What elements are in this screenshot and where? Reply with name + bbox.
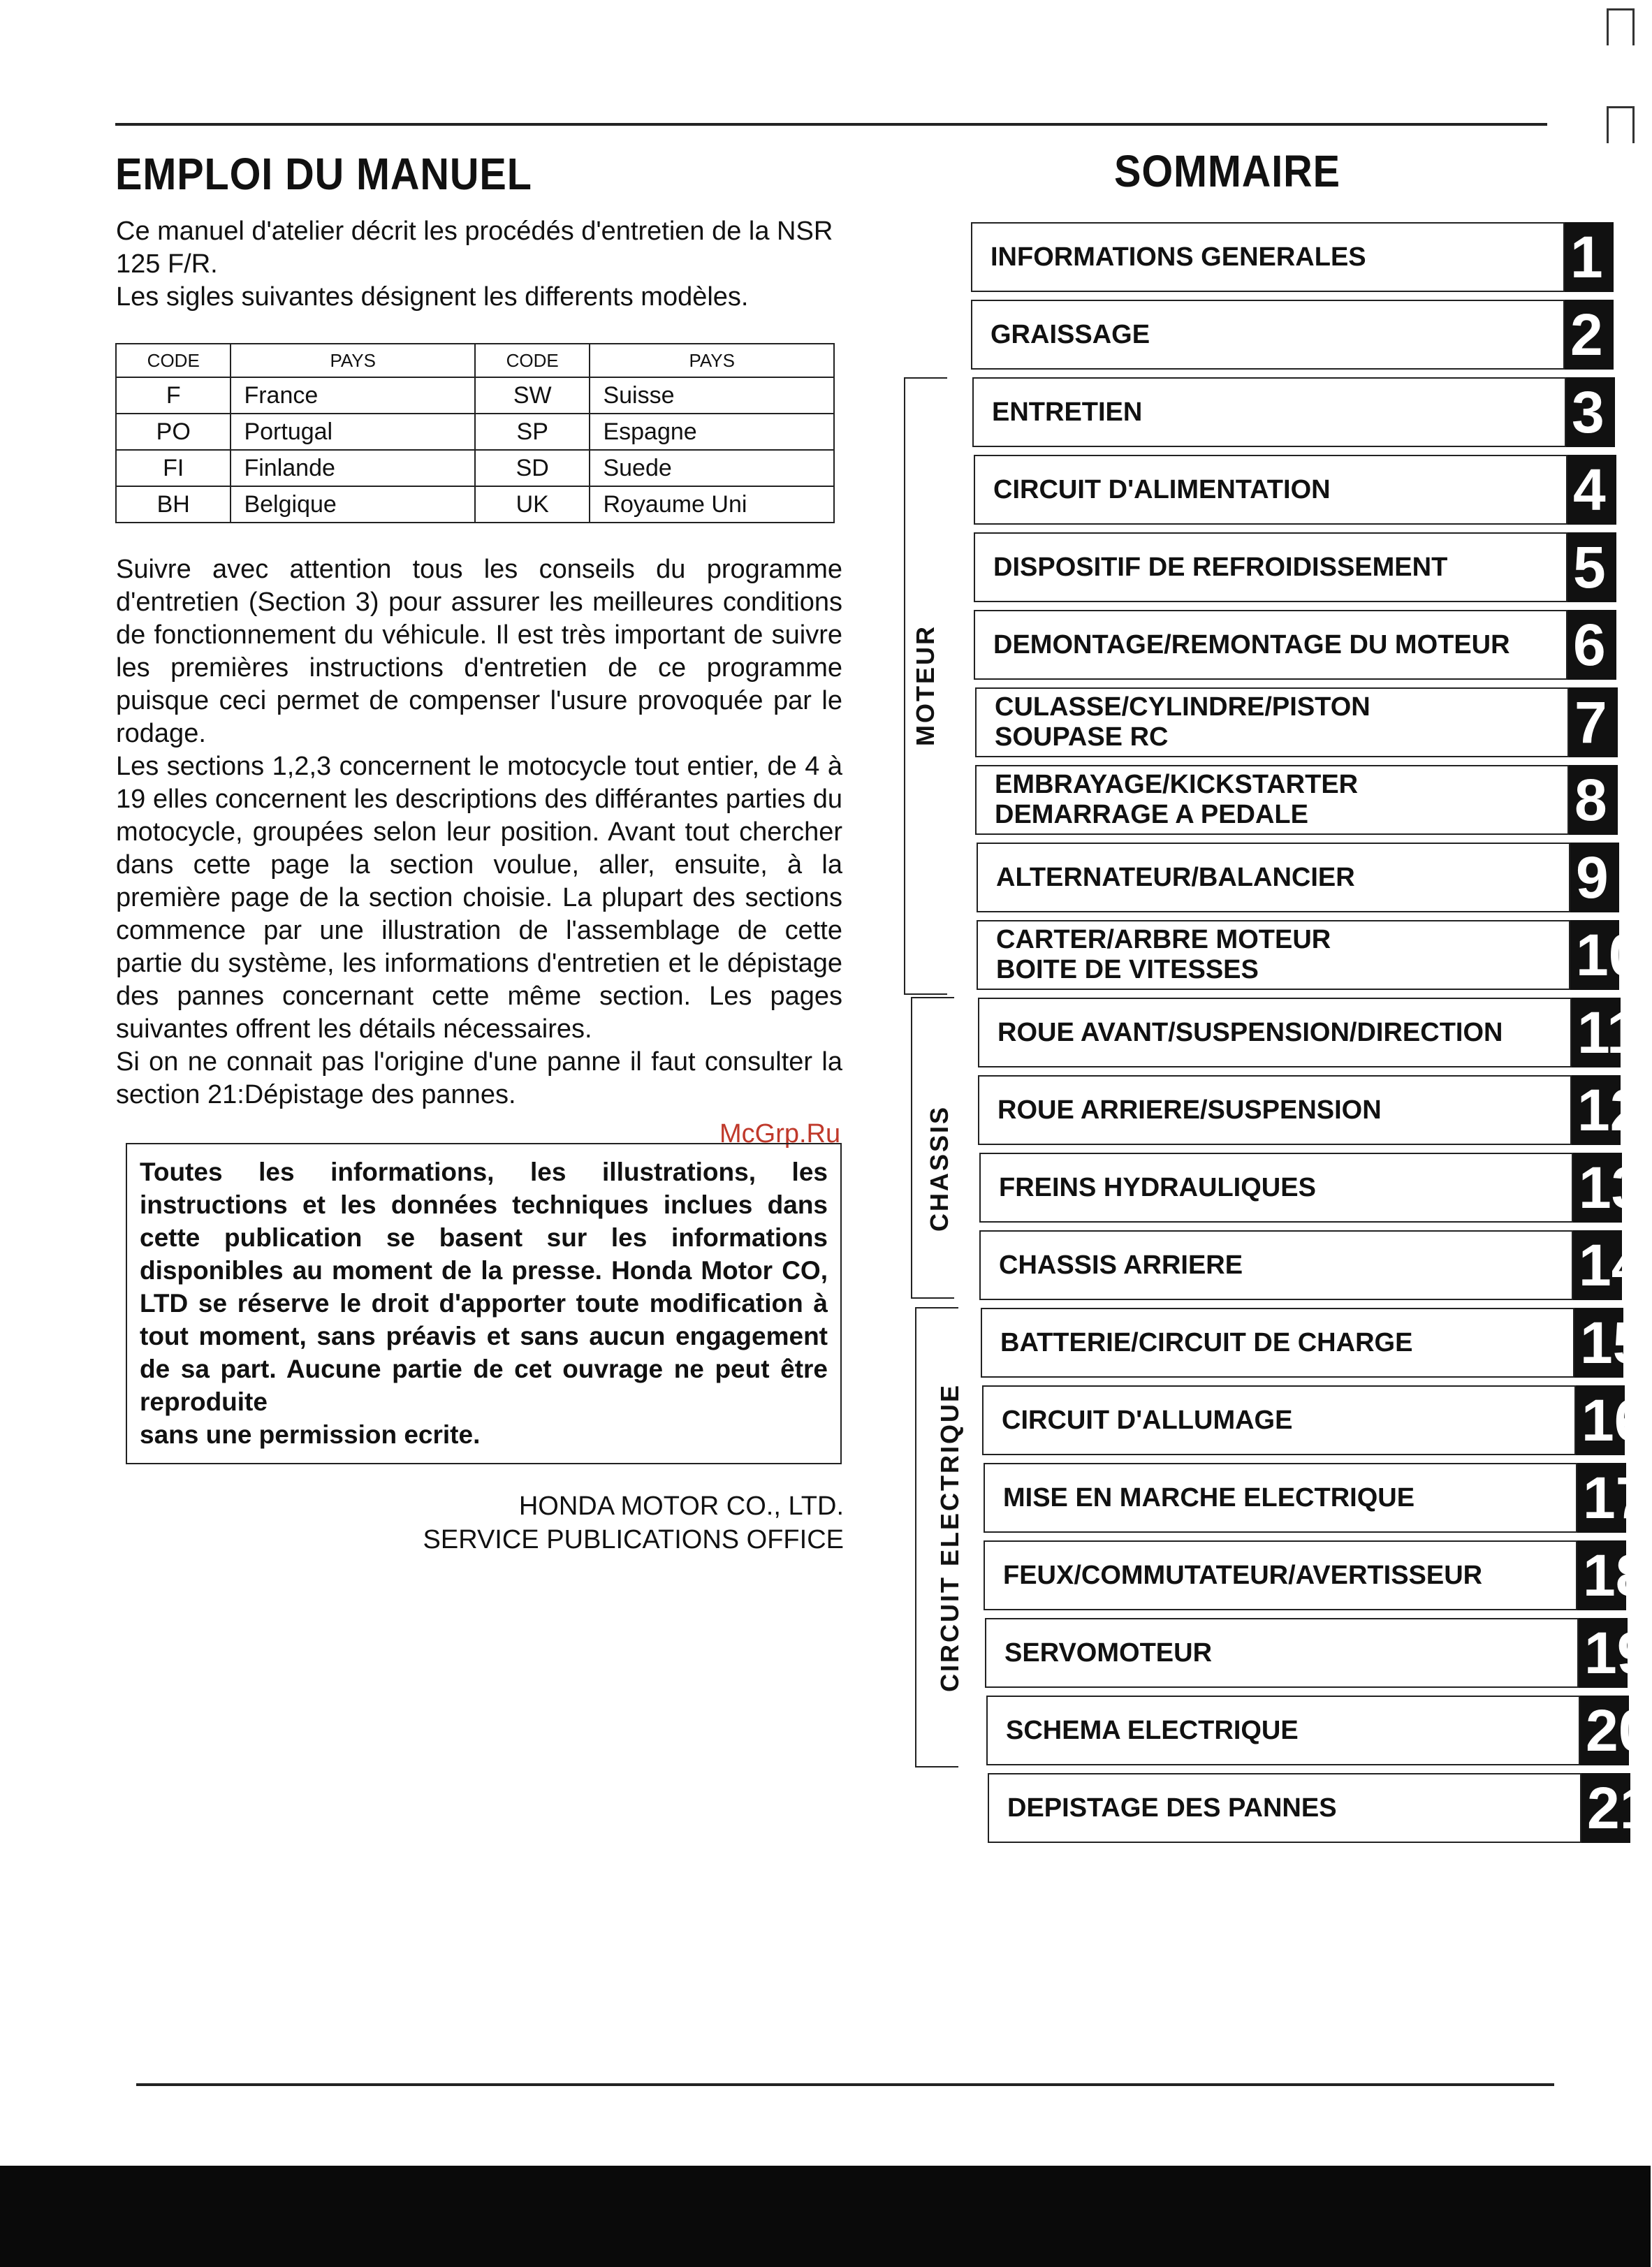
group-label-moteur: MOTEUR (911, 625, 940, 746)
table-header: CODE (116, 344, 231, 377)
toc-culasse-cylindre[interactable] (975, 687, 1569, 757)
section-tab: 19 (1579, 1618, 1628, 1688)
edge-mark (1607, 8, 1635, 45)
table-cell: FI (116, 450, 231, 486)
publisher-block (391, 1489, 844, 1557)
toc-depistage[interactable] (988, 1773, 1581, 1843)
table-cell: Belgique (231, 486, 475, 523)
table-row (116, 450, 834, 486)
toc-dispositif-refroidissement[interactable] (974, 532, 1567, 602)
group-label-electrique: CIRCUIT ELECTRIQUE (935, 1383, 964, 1693)
table-cell: Suisse (590, 377, 834, 414)
toc-roue-avant[interactable] (978, 998, 1572, 1067)
toc-label: CIRCUIT D'ALLUMAGE (1002, 1405, 1293, 1435)
section-tab: 3 (1566, 377, 1615, 447)
bottom-rule (136, 2083, 1554, 2086)
top-rule (115, 123, 1547, 126)
watermark: McGrp.Ru (719, 1119, 841, 1149)
table-cell: F (116, 377, 231, 414)
table-row (116, 414, 834, 450)
toc-chassis-arriere[interactable] (979, 1230, 1573, 1300)
toc-label: SCHEMA ELECTRIQUE (1006, 1715, 1299, 1745)
toc-label: FEUX/COMMUTATEUR/AVERTISSEUR (1003, 1560, 1483, 1590)
publisher-office: SERVICE PUBLICATIONS OFFICE (423, 1525, 844, 1554)
table-cell: SD (475, 450, 590, 486)
section-tab: 8 (1569, 765, 1618, 835)
toc-embrayage[interactable] (975, 765, 1569, 835)
table-cell: SP (475, 414, 590, 450)
toc-label: ALTERNATEUR/BALANCIER (996, 862, 1355, 892)
toc-informations-generales[interactable] (971, 222, 1565, 292)
section-tab: 2 (1565, 300, 1614, 370)
section-tab: 7 (1569, 687, 1618, 757)
intro-paragraph: Ce manuel d'atelier décrit les procédés d'entretien de la NSR 125 F/R. Les sigles suivantes désignent les differents modèles. (116, 217, 833, 312)
section-tab: 6 (1567, 610, 1616, 680)
toc-label: FREINS HYDRAULIQUES (999, 1172, 1316, 1202)
toc-label: ROUE ARRIERE/SUSPENSION (997, 1095, 1382, 1125)
toc-label: CHASSIS ARRIERE (999, 1250, 1243, 1280)
table-cell: BH (116, 486, 231, 523)
toc-label: MISE EN MARCHE ELECTRIQUE (1003, 1482, 1415, 1512)
page-title-sommaire: SOMMAIRE (1114, 146, 1340, 196)
table-cell: PO (116, 414, 231, 450)
toc-label: BATTERIE/CIRCUIT DE CHARGE (1000, 1327, 1413, 1357)
publisher-name: HONDA MOTOR CO., LTD. (518, 1492, 844, 1521)
table-cell: Royaume Uni (590, 486, 834, 523)
section-tab: 21 (1581, 1773, 1630, 1843)
toc-entretien[interactable] (972, 377, 1566, 447)
section-tab: 1 (1565, 222, 1614, 292)
group-label-chassis: CHASSIS (925, 1105, 953, 1232)
section-tab: 11 (1572, 998, 1621, 1067)
toc-label: EMBRAYAGE/KICKSTARTER DEMARRAGE A PEDALE (995, 770, 1359, 829)
toc-label: DEPISTAGE DES PANNES (1007, 1793, 1337, 1823)
table-cell: SW (475, 377, 590, 414)
table-cell: Portugal (231, 414, 475, 450)
table-header: PAYS (231, 344, 475, 377)
table-cell: Finlande (231, 450, 475, 486)
toc-demontage-moteur[interactable] (974, 610, 1567, 680)
section-tab: 15 (1574, 1308, 1623, 1378)
toc-schema-electrique[interactable] (986, 1696, 1580, 1765)
section-tab: 10 (1570, 920, 1619, 990)
toc-label: CARTER/ARBRE MOTEUR BOITE DE VITESSES (996, 925, 1331, 984)
section-tab: 17 (1577, 1463, 1626, 1533)
toc-freins[interactable] (979, 1153, 1573, 1223)
toc-carter[interactable] (977, 920, 1570, 990)
table-cell: Espagne (590, 414, 834, 450)
toc-allumage[interactable] (982, 1385, 1576, 1455)
section-tab: 9 (1570, 843, 1619, 912)
toc-label: INFORMATIONS GENERALES (991, 242, 1366, 272)
toc-graissage[interactable] (971, 300, 1565, 370)
section-tab: 18 (1577, 1540, 1626, 1610)
section-tab: 5 (1567, 532, 1616, 602)
instructions-paragraph: Suivre avec attention tous les conseils du programme d'entretien (Section 3) pour assurer les meilleures conditions de fonctionnement du véhicule. Il est très important de suivre les premières instructions d'entretien de ce programme puisque ceci permet de compenser l'usure provoquée par le rodage. Les sections 1,2,3 concernent le motocycle tout entier, de 4 à 19 elles concernent les descriptions des différantes parties du motocycle, groupées selon leur position. Avant tout chercher dans cette page la section voulue, aller, ensuite, à la première page de la section choisie. La plupart des sections commence par une illustration de l'assemblage de cette partie du système, les informations d'entretien et le dépistage des pannes concernant cette même section. Les pages suivantes offrent les détails nécessaires. Si on ne connait pas l'origine d'une panne il faut consulter la section 21:Dépistage des pannes. (116, 555, 842, 1109)
toc-label: CULASSE/CYLINDRE/PISTON SOUPASE RC (995, 692, 1370, 752)
section-tab: 20 (1580, 1696, 1629, 1765)
toc-label: ENTRETIEN (992, 397, 1143, 427)
section-tab: 12 (1572, 1075, 1621, 1145)
table-cell: UK (475, 486, 590, 523)
table-cell: Suede (590, 450, 834, 486)
table-row (116, 486, 834, 523)
section-tab: 13 (1573, 1153, 1622, 1223)
table-header: PAYS (590, 344, 834, 377)
toc-circuit-alimentation[interactable] (974, 455, 1567, 525)
toc-label: GRAISSAGE (991, 319, 1150, 349)
toc-feux[interactable] (984, 1540, 1577, 1610)
toc-alternateur[interactable] (977, 843, 1570, 912)
bottom-scan-band (0, 2166, 1651, 2267)
toc-label: ROUE AVANT/SUSPENSION/DIRECTION (997, 1017, 1503, 1047)
toc-mise-en-marche[interactable] (984, 1463, 1577, 1533)
table-header: CODE (475, 344, 590, 377)
toc-roue-arriere[interactable] (978, 1075, 1572, 1145)
section-tab: 16 (1576, 1385, 1625, 1455)
toc-label: DISPOSITIF DE REFROIDISSEMENT (993, 552, 1448, 582)
page-title-emploi: EMPLOI DU MANUEL (115, 149, 532, 199)
edge-mark (1607, 106, 1635, 143)
section-tab: 14 (1573, 1230, 1622, 1300)
table-header-row (116, 344, 834, 377)
toc-label: CIRCUIT D'ALIMENTATION (993, 474, 1331, 504)
toc-label: SERVOMOTEUR (1004, 1638, 1213, 1668)
notice-box: Toutes les informations, les illustrations, les instructions et les données techniques inclues dans cette publication se basent sur les informations disponibles au moment de la presse. Honda Motor CO, LTD se réserve le droit d'apporter toute modification à tout moment, sans préavis et sans aucun engagement de sa part. Aucune partie de cet ouvrage ne peut être reproduite sans une permission ecrite. (126, 1143, 842, 1464)
table-row (116, 377, 834, 414)
toc-batterie[interactable] (981, 1308, 1574, 1378)
section-tab: 4 (1567, 455, 1616, 525)
country-code-table (115, 343, 835, 523)
toc-servomoteur[interactable] (985, 1618, 1579, 1688)
table-cell: France (231, 377, 475, 414)
toc-label: DEMONTAGE/REMONTAGE DU MOTEUR (993, 629, 1510, 659)
